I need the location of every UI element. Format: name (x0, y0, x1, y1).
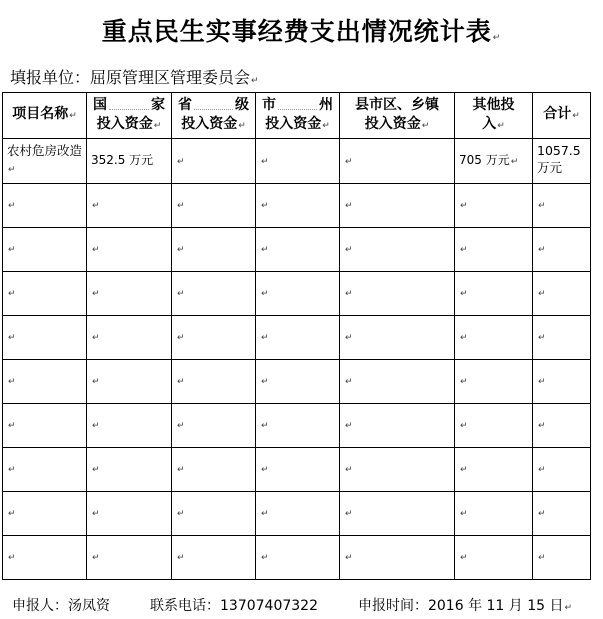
cell-provincial (172, 404, 256, 448)
phone-label: 联系电话： (150, 598, 220, 614)
cell-other (455, 360, 533, 404)
cell-project (3, 272, 87, 316)
reporter-label: 申报人： (12, 598, 68, 614)
return-mark-icon: ↵ (92, 465, 100, 475)
return-mark-icon: ↵ (92, 289, 100, 299)
expenditure-table (2, 92, 591, 580)
return-mark-icon: ↵ (153, 120, 162, 131)
return-mark-icon: ↵ (177, 509, 185, 519)
return-mark-icon: ↵ (177, 377, 185, 387)
return-mark-icon: ↵ (177, 245, 185, 255)
return-mark-icon: ↵ (421, 120, 430, 131)
return-mark-icon: ↵ (92, 509, 100, 519)
reporter-name: 汤凤资 (68, 598, 110, 614)
cell-other (455, 536, 533, 580)
return-mark-icon: ↵ (8, 201, 16, 211)
return-mark-icon: ↵ (460, 421, 468, 431)
cell-county (340, 139, 455, 184)
cell-county (340, 316, 455, 360)
return-mark-icon: ↵ (92, 333, 100, 343)
return-mark-icon: ↵ (345, 509, 353, 519)
return-mark-icon: ↵ (8, 245, 16, 255)
return-mark-icon: ↵ (460, 377, 468, 387)
cell-provincial (172, 272, 256, 316)
return-mark-icon: ↵ (177, 201, 185, 211)
cell-project (3, 448, 87, 492)
cell-county (340, 360, 455, 404)
return-mark-icon: ↵ (538, 465, 546, 475)
header-county-funds: 县市区、乡镇 投入资金↵ (340, 93, 455, 139)
return-mark-icon: ↵ (261, 421, 269, 431)
cell-national (87, 492, 172, 536)
report-footer (12, 595, 572, 615)
return-mark-icon: ↵ (8, 465, 16, 475)
return-mark-icon: ↵ (538, 377, 546, 387)
return-mark-icon: ↵ (261, 377, 269, 387)
header-project-name: 项目名称↵ (3, 93, 87, 139)
cell-provincial (172, 360, 256, 404)
return-mark-icon: ↵ (460, 201, 468, 211)
table-row (3, 360, 591, 404)
table-row (3, 316, 591, 360)
cell-national (87, 404, 172, 448)
return-mark-icon: ↵ (345, 465, 353, 475)
return-mark-icon: ↵ (261, 245, 269, 255)
cell-project (3, 360, 87, 404)
cell-national: 352.5 万元 (87, 139, 172, 184)
cell-city (256, 404, 340, 448)
return-mark-icon: ↵ (538, 333, 546, 343)
cell-national (87, 536, 172, 580)
return-mark-icon: ↵ (460, 245, 468, 255)
return-mark-icon: ↵ (345, 421, 353, 431)
return-mark-icon: ↵ (177, 421, 185, 431)
table-row (3, 272, 591, 316)
cell-county (340, 492, 455, 536)
return-mark-icon: ↵ (92, 377, 100, 387)
table-row (3, 492, 591, 536)
cell-city (256, 184, 340, 228)
cell-county (340, 184, 455, 228)
return-mark-icon: ↵ (177, 553, 185, 563)
cell-county (340, 228, 455, 272)
header-national-funds: 国 家 投入资金↵ (87, 93, 172, 139)
cell-city (256, 272, 340, 316)
return-mark-icon: ↵ (345, 157, 353, 167)
return-mark-icon: ↵ (345, 553, 353, 563)
return-mark-icon: ↵ (460, 289, 468, 299)
cell-project (3, 184, 87, 228)
return-mark-icon: ↵ (261, 553, 269, 563)
return-mark-icon: ↵ (345, 201, 353, 211)
cell-national (87, 448, 172, 492)
cell-project (3, 536, 87, 580)
cell-provincial (172, 316, 256, 360)
header-row (3, 93, 591, 139)
return-mark-icon: ↵ (261, 289, 269, 299)
return-mark-icon: ↵ (8, 333, 16, 343)
cell-project (3, 404, 87, 448)
cell-county (340, 404, 455, 448)
cell-total (533, 228, 591, 272)
cell-city (256, 316, 340, 360)
return-mark-icon: ↵ (8, 553, 16, 563)
date-label: 申报时间： (357, 598, 428, 614)
cell-other (455, 228, 533, 272)
return-mark-icon: ↵ (538, 201, 546, 211)
return-mark-icon: ↵ (345, 377, 353, 387)
cell-provincial (172, 492, 256, 536)
cell-national (87, 228, 172, 272)
return-mark-icon: ↵ (177, 333, 185, 343)
return-mark-icon: ↵ (251, 76, 259, 86)
return-mark-icon: ↵ (261, 333, 269, 343)
return-mark-icon: ↵ (8, 165, 16, 175)
table-row (3, 228, 591, 272)
cell-project (3, 492, 87, 536)
cell-project: 农村危房改造↵ (3, 139, 87, 184)
cell-county (340, 536, 455, 580)
return-mark-icon: ↵ (92, 201, 100, 211)
return-mark-icon: ↵ (460, 509, 468, 519)
cell-city (256, 536, 340, 580)
cell-county (340, 272, 455, 316)
cell-national (87, 316, 172, 360)
return-mark-icon: ↵ (538, 421, 546, 431)
return-mark-icon: ↵ (261, 509, 269, 519)
return-mark-icon: ↵ (8, 289, 16, 299)
return-mark-icon: ↵ (510, 157, 519, 167)
cell-provincial (172, 536, 256, 580)
header-provincial-funds: 省 级 投入资金↵ (172, 93, 256, 139)
return-mark-icon: ↵ (460, 553, 468, 563)
cell-provincial (172, 184, 256, 228)
cell-total (533, 404, 591, 448)
return-mark-icon: ↵ (8, 377, 16, 387)
return-mark-icon: ↵ (238, 120, 246, 131)
return-mark-icon: ↵ (345, 289, 353, 299)
report-date: 2016 年 11 月 15 日 (427, 598, 564, 614)
return-mark-icon: ↵ (69, 111, 77, 121)
return-mark-icon: ↵ (345, 245, 353, 255)
return-mark-icon: ↵ (8, 421, 16, 431)
cell-city (256, 139, 340, 184)
reporting-unit-label: 填报单位： (10, 68, 91, 87)
return-mark-icon: ↵ (177, 289, 185, 299)
table-row (3, 404, 591, 448)
cell-total: 1057.5 万元 (533, 139, 591, 184)
cell-county (340, 448, 455, 492)
phone-number: 13707407322 (220, 598, 318, 614)
reporting-unit (10, 65, 259, 88)
return-mark-icon: ↵ (261, 157, 269, 167)
return-mark-icon: ↵ (564, 603, 573, 613)
cell-provincial (172, 448, 256, 492)
header-city-funds: 市 州 投入资金↵ (256, 93, 340, 139)
cell-total (533, 492, 591, 536)
return-mark-icon: ↵ (538, 553, 546, 563)
cell-project (3, 316, 87, 360)
header-other-funds: 其他投 入↵ (455, 93, 533, 139)
cell-total (533, 360, 591, 404)
table-row (3, 536, 591, 580)
cell-national (87, 360, 172, 404)
cell-other (455, 272, 533, 316)
return-mark-icon: ↵ (322, 120, 330, 131)
table-row (3, 448, 591, 492)
header-total: 合计↵ (533, 93, 591, 139)
cell-total (533, 272, 591, 316)
return-mark-icon: ↵ (460, 465, 468, 475)
return-mark-icon: ↵ (538, 245, 546, 255)
cell-national (87, 272, 172, 316)
cell-total (533, 316, 591, 360)
return-mark-icon: ↵ (538, 509, 546, 519)
cell-total (533, 184, 591, 228)
cell-national (87, 184, 172, 228)
return-mark-icon: ↵ (460, 333, 468, 343)
cell-provincial (172, 228, 256, 272)
table-row (3, 139, 591, 184)
cell-other: 705 万元↵ (455, 139, 533, 184)
cell-provincial (172, 139, 256, 184)
return-mark-icon: ↵ (8, 509, 16, 519)
cell-city (256, 228, 340, 272)
return-mark-icon: ↵ (92, 245, 100, 255)
return-mark-icon: ↵ (261, 201, 269, 211)
return-mark-icon: ↵ (177, 157, 185, 167)
cell-city (256, 360, 340, 404)
cell-other (455, 448, 533, 492)
table-row (3, 184, 591, 228)
return-mark-icon: ↵ (345, 333, 353, 343)
cell-total (533, 448, 591, 492)
reporting-unit-value: 屈原管理区管理委员会 (90, 68, 251, 87)
cell-city (256, 448, 340, 492)
return-mark-icon: ↵ (92, 421, 100, 431)
return-mark-icon: ↵ (177, 465, 185, 475)
cell-city (256, 492, 340, 536)
cell-other (455, 184, 533, 228)
cell-total (533, 536, 591, 580)
cell-other (455, 316, 533, 360)
page-title-text: 重点民生实事经费支出情况统计表 (101, 17, 492, 46)
return-mark-icon: ↵ (492, 33, 502, 43)
return-mark-icon: ↵ (538, 289, 546, 299)
return-mark-icon: ↵ (497, 120, 505, 131)
cell-project (3, 228, 87, 272)
cell-other (455, 492, 533, 536)
return-mark-icon: ↵ (572, 111, 580, 121)
return-mark-icon: ↵ (261, 465, 269, 475)
return-mark-icon: ↵ (92, 553, 100, 563)
cell-other (455, 404, 533, 448)
page-title (0, 12, 603, 48)
